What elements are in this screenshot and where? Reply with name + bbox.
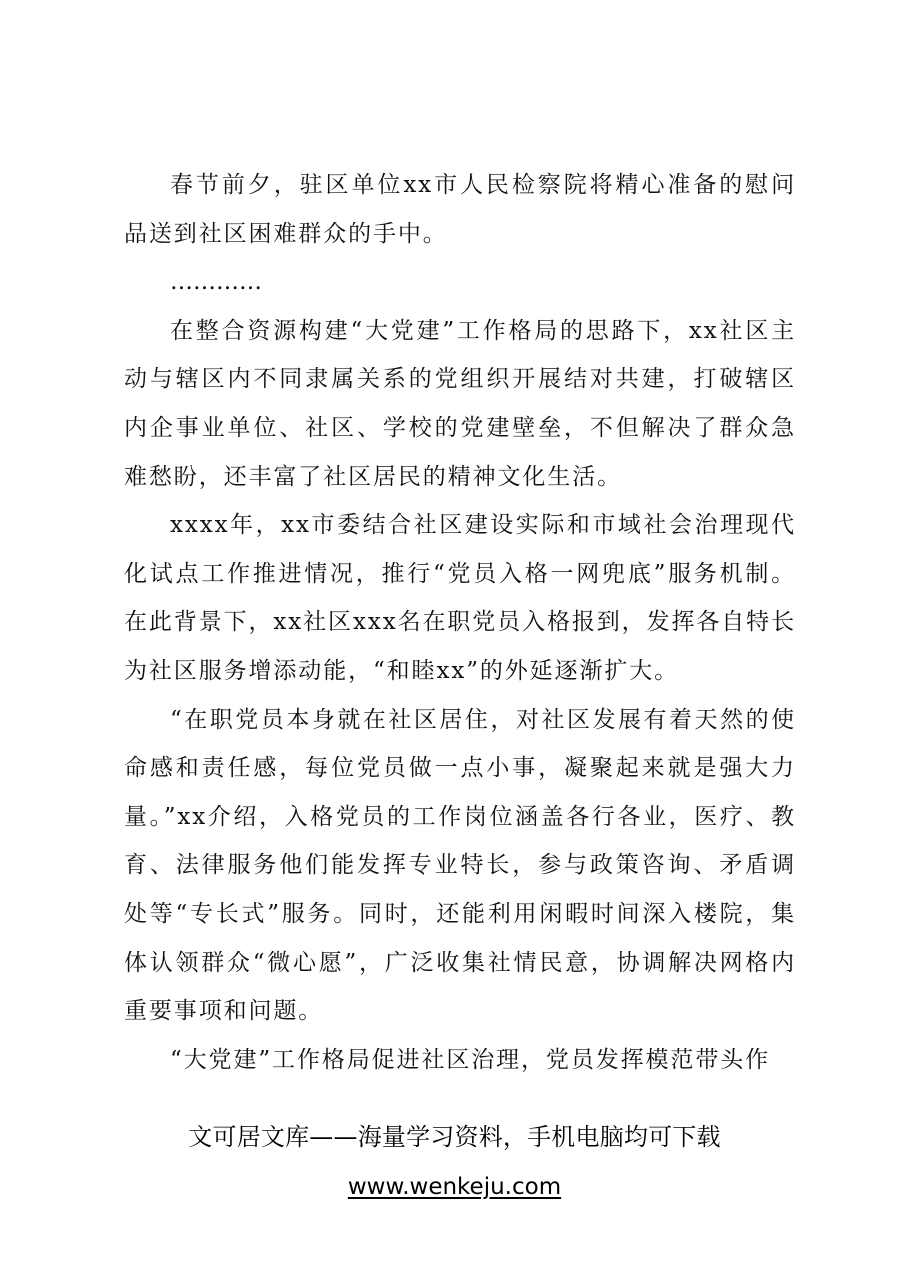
paragraph-4: xxxx年，xx市委结合社区建设实际和市域社会治理现代化试点工作推进情况，推行“党员入格一网兜底”服务机制。在此背景下，xx社区xxx名在职党员入格报到，发挥各自特长为社区服务增添动能，“和睦xx”的外延逐渐扩大。 xyxy=(124,512,796,684)
paragraph-3: 在整合资源构建“大党建”工作格局的思路下，xx社区主动与辖区内不同隶属关系的党组织开展结对共建，打破辖区内企事业单位、社区、学校的党建壁垒，不但解决了群众急难愁盼，还丰富了社区居民的精神文化生活。 xyxy=(124,317,796,490)
paragraph-6: “大党建”工作格局促进社区治理，党员发挥模范带头作 xyxy=(170,1046,771,1073)
document-body xyxy=(124,161,796,1084)
paragraph-5: “在职党员本身就在社区居住，对社区发展有着天然的使命感和责任感，每位党员做一点小事，凝聚起来就是强大力量。”xx介绍，入格党员的工作岗位涵盖各行各业，医疗、教育、法律服务他们能发挥专业特长，参与政策咨询、矛盾调处等“专长式”服务。同时，还能利用闲暇时间深入楼院，集体认领群众“微心愿”，广泛收集社情民意，协调解决网格内重要事项和问题。 xyxy=(124,706,796,1025)
paragraph-ellipsis: ………… xyxy=(170,269,262,296)
footer-link[interactable]: www.wenkeju.com xyxy=(347,1174,562,1200)
paragraph-1: 春节前夕，驻区单位xx市人民检察院将精心准备的慰问品送到社区困难群众的手中。 xyxy=(124,172,796,247)
footer-title: 文可居文库——海量学习资料，手机电脑均可下载 xyxy=(188,1123,721,1151)
